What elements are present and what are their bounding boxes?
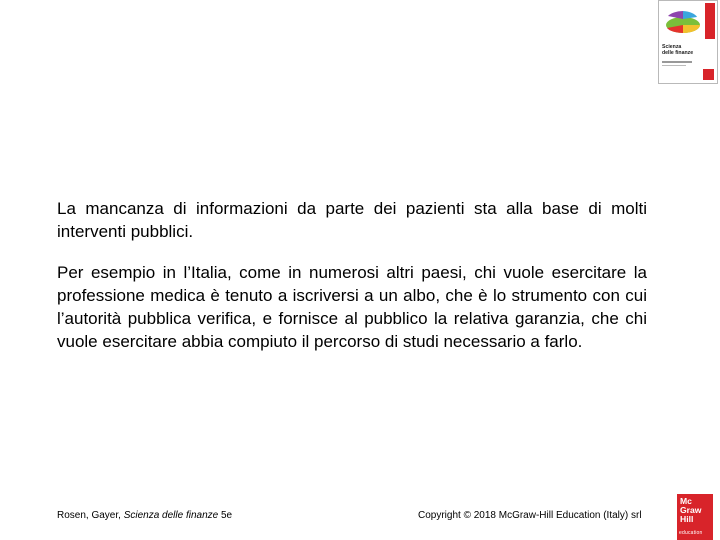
slide-body	[57, 197, 647, 371]
paragraph-1: La mancanza di informazioni da parte dei pazienti sta alla base di molti interventi pubblici.	[57, 199, 647, 241]
mcgraw-hill-logo	[677, 494, 713, 540]
book-cover-thumbnail	[658, 0, 718, 84]
cover-red-strip	[705, 3, 715, 39]
cover-subtitle-line	[662, 65, 686, 66]
cover-pie-chart-graphic	[663, 5, 703, 37]
cover-publisher-logo	[703, 69, 714, 80]
footer-citation	[57, 510, 232, 521]
logo-text: Mc Graw Hill	[680, 496, 702, 524]
footer-book-title: Scienza delle finanze	[123, 510, 219, 521]
footer-authors: Rosen, Gayer,	[57, 510, 124, 521]
logo-subtext: education	[679, 530, 703, 536]
cover-title: Scienza delle finanze	[662, 44, 694, 56]
footer-edition: 5e	[218, 510, 233, 521]
footer-copyright: Copyright © 2018 McGraw-Hill Education (Italy) srl	[418, 510, 642, 521]
paragraph-2: Per esempio in l’Italia, come in numerosi altri paesi, chi vuole esercitare la professione medica è tenuto a iscriversi a un albo, che è lo strumento con cui l’autorità pubblica verifica, e fornisce al pubblico la relativa garanzia, che chi vuole esercitare abbia compiuto il percorso di studi necessario a farlo.	[57, 263, 647, 351]
cover-subtitle-line	[662, 61, 692, 63]
